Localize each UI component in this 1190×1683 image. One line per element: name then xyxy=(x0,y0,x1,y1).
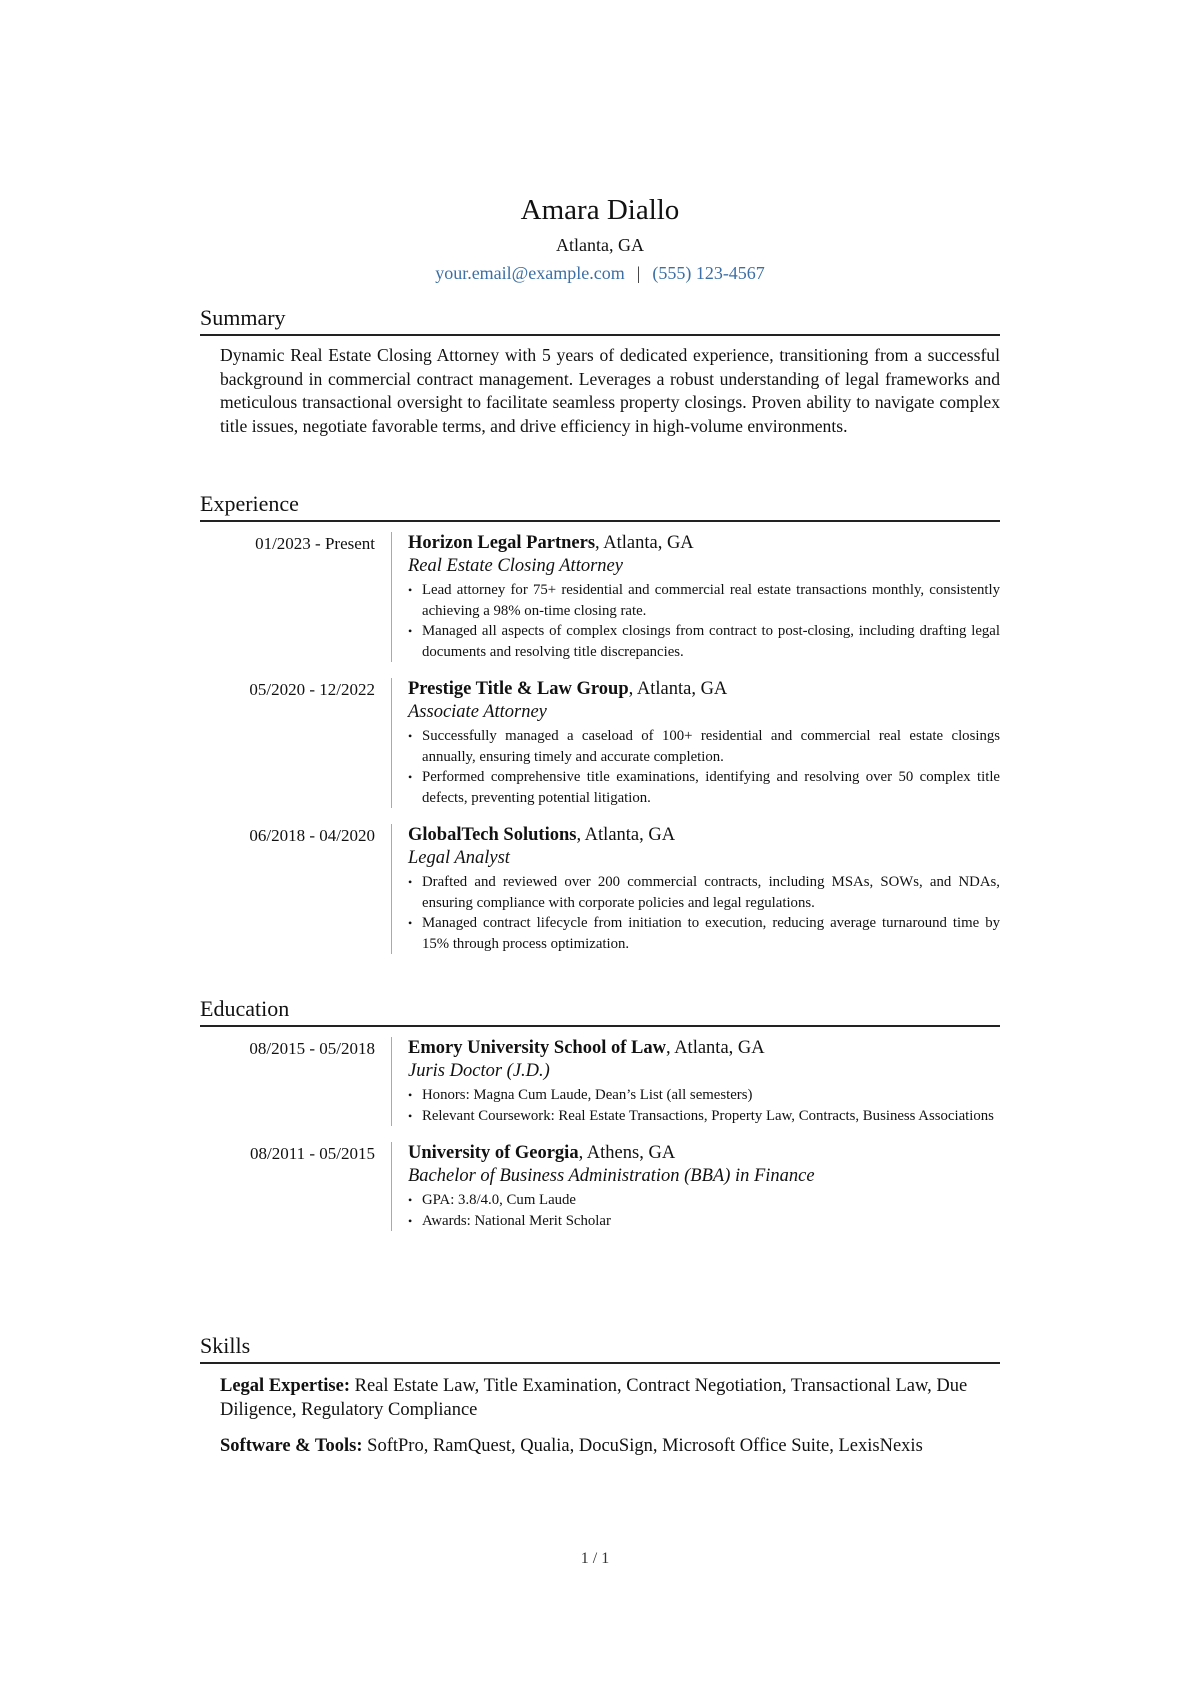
phone-link[interactable]: (555) 123-4567 xyxy=(652,263,765,283)
entry-role: Juris Doctor (J.D.) xyxy=(408,1061,550,1081)
resume-header xyxy=(200,192,1000,286)
entry-location: , Atlanta, GA xyxy=(628,679,728,699)
skill-value: Real Estate Law, Title Examination, Contract Negotiation, Transactional Law, Due Diligence, Regulatory Compliance xyxy=(220,1376,968,1420)
entry-organization: Horizon Legal Partners xyxy=(408,533,596,553)
entry-location: , Atlanta, GA xyxy=(576,825,676,845)
summary-section xyxy=(200,304,1000,438)
entry-bullet: • Managed contract lifecycle from initiation to execution, reducing average turnaround time by 15% through process optimization. xyxy=(408,913,1000,954)
entry-bullet: • Honors: Magna Cum Laude, Dean’s List (all semesters) xyxy=(408,1085,1000,1106)
skill-value: SoftPro, RamQuest, Qualia, DocuSign, Microsoft Office Suite, LexisNexis xyxy=(362,1436,923,1456)
entry-role: Legal Analyst xyxy=(408,848,510,868)
summary-text: Dynamic Real Estate Closing Attorney with 5 years of dedicated experience, transitioning from a successful background in commercial contract management. Leverages a robust understanding of legal frameworks and meticulous transactional oversight to facilitate seamless property closings. Proven ability to navigate complex title issues, negotiate favorable terms, and drive efficiency in high-volume environments. xyxy=(220,345,1000,436)
entry-bullet: • Successfully managed a caseload of 100+ residential and commercial real estate closings annually, ensuring timely and accurate completion. xyxy=(408,726,1000,767)
skill-row xyxy=(220,1374,1000,1422)
contact-separator: | xyxy=(636,263,641,283)
skill-label: Software & Tools: xyxy=(220,1436,363,1456)
entry-date: 08/2015 - 05/2018 xyxy=(249,1039,375,1058)
entry-bullet: • GPA: 3.8/4.0, Cum Laude xyxy=(408,1190,1000,1211)
entry-date: 05/2020 - 12/2022 xyxy=(249,680,375,699)
entry-bullet: • Drafted and reviewed over 200 commercial contracts, including MSAs, SOWs, and NDAs, ensuring compliance with corporate policies and legal regulations. xyxy=(408,872,1000,913)
entry-location: , Atlanta, GA xyxy=(595,533,694,553)
entry-body xyxy=(391,1142,1000,1231)
page-number: 1 / 1 xyxy=(580,1550,610,1567)
entry-bullet: • Lead attorney for 75+ residential and commercial real estate transactions monthly, consistently achieving a 98% on-time closing rate. xyxy=(408,580,1000,621)
education-entry xyxy=(200,1037,1000,1126)
entry-organization: Emory University School of Law xyxy=(408,1038,666,1058)
entry-role: Associate Attorney xyxy=(408,702,547,722)
entry-bullet: • Relevant Coursework: Real Estate Transactions, Property Law, Contracts, Business Associations xyxy=(408,1106,1000,1127)
entry-location: , Athens, GA xyxy=(578,1143,676,1163)
entry-organization: University of Georgia xyxy=(408,1143,579,1163)
entry-bullet: • Managed all aspects of complex closings from contract to post-closing, including drafting legal documents and resolving title discrepancies. xyxy=(408,621,1000,662)
candidate-name: Amara Diallo xyxy=(520,194,680,226)
experience-entry xyxy=(200,678,1000,808)
skill-row xyxy=(220,1434,1000,1458)
summary-title: Summary xyxy=(200,304,1000,336)
entry-organization: Prestige Title & Law Group xyxy=(408,679,629,699)
candidate-location: Atlanta, GA xyxy=(556,235,644,255)
experience-entry xyxy=(200,824,1000,954)
entry-role: Bachelor of Business Administration (BBA) in Finance xyxy=(408,1166,815,1186)
entry-body xyxy=(391,532,1000,662)
entry-body xyxy=(391,824,1000,954)
experience-title: Experience xyxy=(200,490,1000,522)
contact-line xyxy=(200,260,1000,286)
entry-bullet: • Performed comprehensive title examinations, identifying and resolving over 50 complex title defects, preventing potential litigation. xyxy=(408,767,1000,808)
entry-role: Real Estate Closing Attorney xyxy=(408,556,623,576)
entry-organization: GlobalTech Solutions xyxy=(408,825,577,845)
entry-body xyxy=(391,678,1000,808)
skill-label: Legal Expertise: xyxy=(220,1376,350,1396)
education-entry xyxy=(200,1142,1000,1231)
experience-entry xyxy=(200,532,1000,662)
email-link[interactable]: your.email@example.com xyxy=(435,263,625,283)
entry-bullet: • Awards: National Merit Scholar xyxy=(408,1211,1000,1232)
entry-location: , Atlanta, GA xyxy=(665,1038,765,1058)
entry-body xyxy=(391,1037,1000,1126)
entry-date: 06/2018 - 04/2020 xyxy=(249,826,375,845)
education-title: Education xyxy=(200,995,1000,1027)
education-section xyxy=(200,995,1000,1247)
skills-section xyxy=(200,1332,1000,1470)
experience-section xyxy=(200,490,1000,970)
entry-date: 01/2023 - Present xyxy=(255,534,375,553)
skills-title: Skills xyxy=(200,1332,1000,1364)
entry-date: 08/2011 - 05/2015 xyxy=(250,1144,375,1163)
